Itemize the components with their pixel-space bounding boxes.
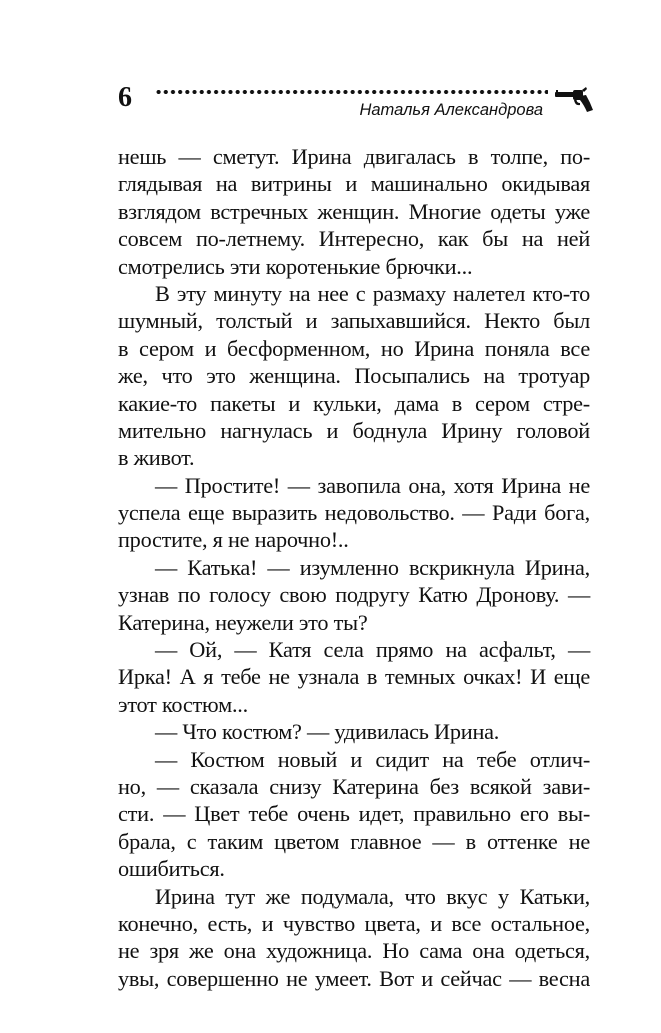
text-line: — Катька! — изумленно вскрикнула Ирина, bbox=[155, 554, 590, 580]
text-line: но, — сказала снизу Катерина без всякой зави- bbox=[118, 773, 590, 799]
text-line: В эту минуту на нее с размаху налетел кто-то bbox=[155, 280, 590, 306]
text-line: Ирина тут же подумала, что вкус у Катьки, bbox=[155, 883, 590, 909]
text-line: взглядом встречных женщин. Многие одеты уже bbox=[118, 198, 590, 224]
text-line: простите, я не нарочно!.. bbox=[118, 527, 349, 553]
text-line: — Что костюм? — удивилась Ирина. bbox=[155, 719, 500, 745]
text-line: сти. — Цвет тебе очень идет, правильно его вы- bbox=[118, 801, 590, 827]
text-line: ошибиться. bbox=[118, 856, 225, 882]
text-line: в живот. bbox=[118, 445, 195, 471]
text-line: брала, с таким цветом главное — в оттенке не bbox=[118, 828, 590, 854]
text-line: глядывая на витрины и машинально окидывая bbox=[118, 171, 590, 197]
text-line: же, что это женщина. Посыпались на тротуар bbox=[118, 363, 590, 389]
text-line: какие-то пакеты и кульки, дама в сером стре- bbox=[118, 390, 590, 416]
running-head-author: Наталья Александрова bbox=[359, 101, 543, 119]
text-line: нешь — сметут. Ирина двигалась в толпе, по- bbox=[118, 144, 590, 169]
dot-leader bbox=[155, 88, 548, 96]
text-line: Катерина, неужели это ты? bbox=[118, 609, 368, 635]
text-line: — Простите! — завопила она, хотя Ирина не bbox=[155, 472, 590, 498]
body-text bbox=[118, 143, 590, 992]
text-line: не зря же она художница. Но сама она одеться, bbox=[118, 938, 590, 964]
text-line: увы, совершенно не умеет. Вот и сейчас — весна bbox=[118, 965, 590, 991]
text-line: успела еще выразить недовольство. — Ради бога, bbox=[118, 500, 590, 526]
text-line: шумный, толстый и запыхавшийся. Некто был bbox=[118, 308, 590, 334]
text-line: смотрелись эти коротенькие брючки... bbox=[118, 253, 473, 279]
text-line: совсем по-летнему. Интересно, как бы на ней bbox=[118, 226, 590, 252]
page-number: 6 bbox=[118, 82, 132, 113]
text-line: мительно нагнулась и боднула Ирину головой bbox=[118, 417, 590, 443]
text-line: этот костюм... bbox=[118, 691, 248, 717]
text-line: в сером и бесформенном, но Ирина поняла все bbox=[118, 335, 590, 361]
text-line: Ирка! А я тебе не узнала в темных очках! И еще bbox=[118, 664, 590, 690]
text-line: — Ой, — Катя села прямо на асфальт, — bbox=[155, 637, 590, 663]
text-line: узнав по голосу свою подругу Катю Дронову. — bbox=[118, 582, 590, 608]
text-line: конечно, есть, и чувство цвета, и все остальное, bbox=[118, 910, 590, 936]
revolver-icon bbox=[553, 86, 595, 114]
text-line: — Костюм новый и сидит на тебе отлич- bbox=[155, 746, 590, 772]
